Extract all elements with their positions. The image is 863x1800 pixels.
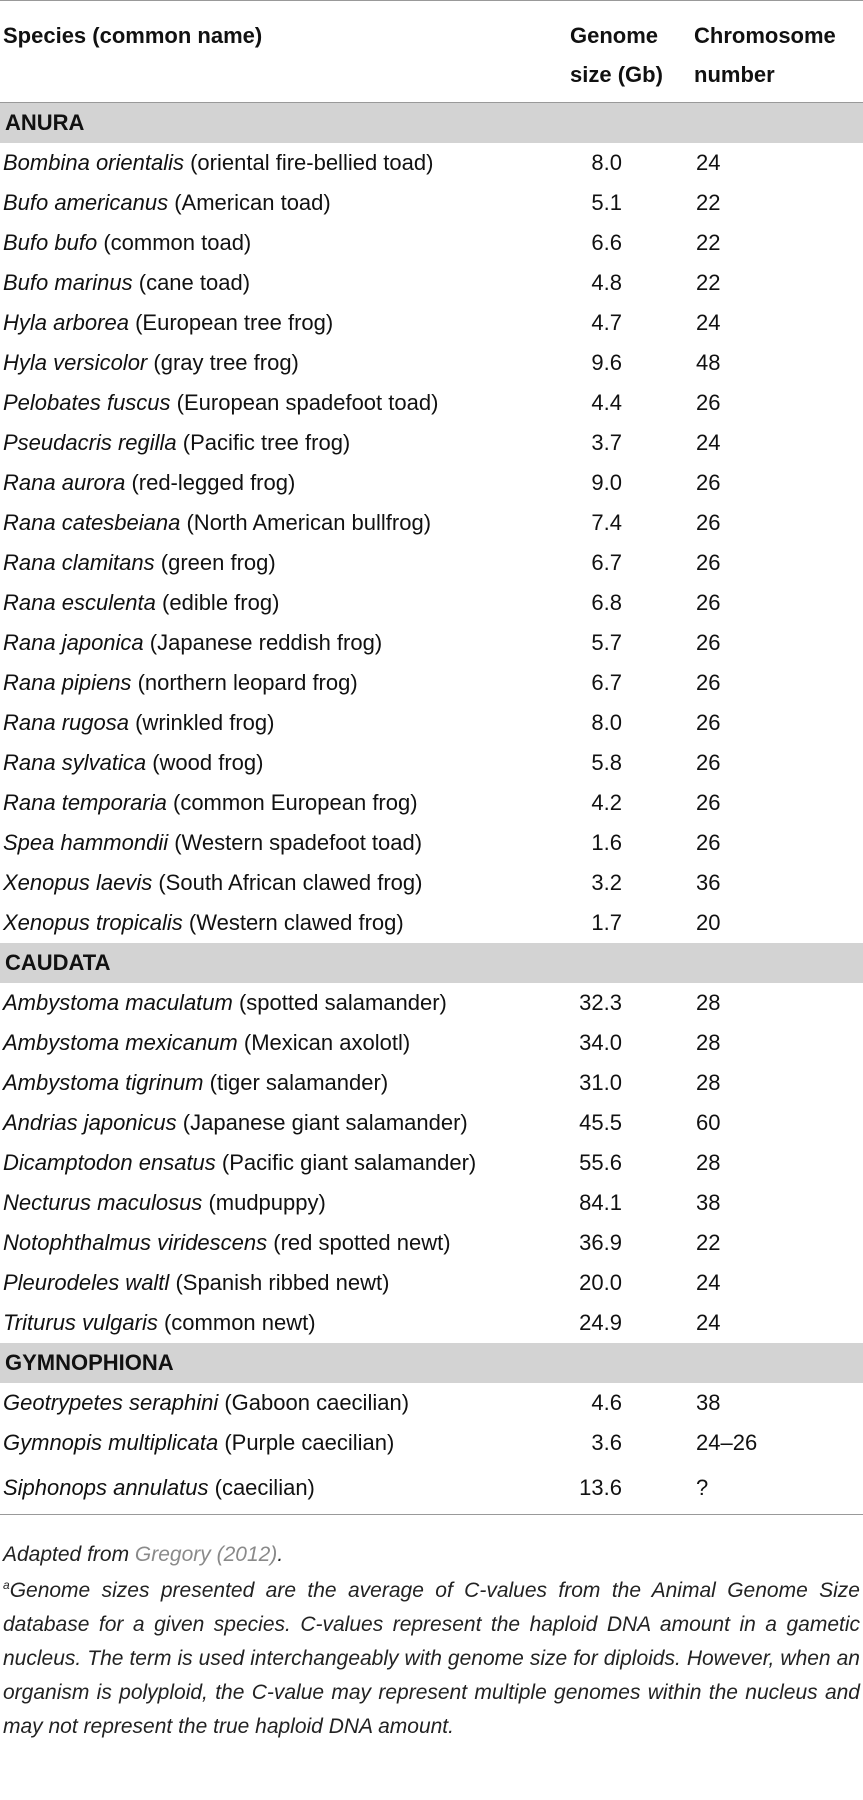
chromosome-number-cell: 26 <box>696 509 721 535</box>
common-name: (edible frog) <box>162 589 280 615</box>
species-cell <box>0 263 565 303</box>
common-name: (American toad) <box>174 189 331 215</box>
common-name: (tiger salamander) <box>209 1069 389 1095</box>
common-name: (Mexican axolotl) <box>243 1029 411 1055</box>
common-name: (common European frog) <box>173 789 418 815</box>
section-title: GYMNOPHIONA <box>0 1343 863 1383</box>
genome-size-cell: 4.2 <box>591 789 622 815</box>
scientific-name: Bufo marinus <box>3 269 133 295</box>
common-name: (Pacific giant salamander) <box>221 1149 477 1175</box>
scientific-name: Rana rugosa <box>3 709 129 735</box>
chromosome-number-cell: 26 <box>696 549 721 575</box>
species-cell <box>0 1463 565 1515</box>
common-name: (Spanish ribbed newt) <box>175 1269 390 1295</box>
genome-size-cell: 9.6 <box>591 349 622 375</box>
genome-size-cell: 1.6 <box>591 829 622 855</box>
species-cell <box>0 1223 565 1263</box>
genome-size-cell: 5.1 <box>591 189 622 215</box>
source-citation-link[interactable]: Gregory (2012) <box>134 1543 278 1566</box>
table-row <box>0 903 863 943</box>
scientific-name: Rana aurora <box>3 469 126 495</box>
table-body <box>0 103 863 1515</box>
table-row <box>0 383 863 423</box>
genome-size-cell: 6.7 <box>591 669 622 695</box>
table-row <box>0 863 863 903</box>
chromosome-number-cell: 36 <box>696 869 721 895</box>
genome-size-cell: 9.0 <box>591 469 622 495</box>
species-cell <box>0 423 565 463</box>
chromosome-number-cell: 26 <box>696 469 721 495</box>
table-row <box>0 1103 863 1143</box>
table-row <box>0 1223 863 1263</box>
scientific-name: Pseudacris regilla <box>3 429 177 455</box>
genome-size-cell: 6.6 <box>591 229 622 255</box>
common-name: (cane toad) <box>138 269 251 295</box>
genome-size-cell: 1.7 <box>591 909 622 935</box>
genome-size-cell: 3.2 <box>591 869 622 895</box>
common-name: (red-legged frog) <box>131 469 296 495</box>
genome-size-footnote <box>3 1574 860 1744</box>
common-name: (gray tree frog) <box>153 349 299 375</box>
table-row <box>0 543 863 583</box>
table-row <box>0 223 863 263</box>
section-title: ANURA <box>0 103 863 143</box>
species-cell <box>0 543 565 583</box>
species-cell <box>0 623 565 663</box>
table-row <box>0 1063 863 1103</box>
chromosome-number-cell: ? <box>688 1463 863 1515</box>
table-row <box>0 263 863 303</box>
chromosome-number-cell: 24 <box>696 309 721 335</box>
scientific-name: Rana sylvatica <box>3 749 147 775</box>
species-cell <box>0 503 565 543</box>
species-cell <box>0 1263 565 1303</box>
species-cell <box>0 183 565 223</box>
genome-size-cell: 8.0 <box>591 149 622 175</box>
chromosome-number-cell: 26 <box>696 749 721 775</box>
chromosome-number-cell: 38 <box>696 1389 721 1415</box>
genome-header-line1: Genome <box>570 23 659 48</box>
chromosome-number-cell: 26 <box>696 629 721 655</box>
source-prefix: Adapted from <box>3 1543 135 1566</box>
species-cell <box>0 663 565 703</box>
scientific-name: Spea hammondii <box>3 829 169 855</box>
chromosome-number-cell: 24 <box>696 1269 721 1295</box>
common-name: (Gaboon caecilian) <box>224 1389 410 1415</box>
species-cell <box>0 903 565 943</box>
footnote-text: Genome sizes presented are the average of C-values from the Animal Genome Size database for a given species. C-values represent the haploid DNA amount in a gametic nucleus. The term is used interchangeably with genome size for diploids. However, when an organism is polyploid, the C-value may represent multiple genomes within the nucleus and may not represent the true haploid DNA amount. <box>3 1579 860 1738</box>
scientific-name: Bombina orientalis <box>3 149 184 175</box>
common-name: (Pacific tree frog) <box>182 429 351 455</box>
scientific-name: Pleurodeles waltl <box>3 1269 170 1295</box>
scientific-name: Ambystoma mexicanum <box>3 1029 238 1055</box>
chromosome-number-cell: 28 <box>696 1029 721 1055</box>
chromosome-number-cell: 28 <box>696 1149 721 1175</box>
species-cell <box>0 303 565 343</box>
genome-size-cell: 8.0 <box>591 709 622 735</box>
scientific-name: Rana clamitans <box>3 549 155 575</box>
scientific-name: Xenopus tropicalis <box>3 909 183 935</box>
chromosome-number-cell: 26 <box>696 709 721 735</box>
table-row <box>0 783 863 823</box>
table-row <box>0 1303 863 1343</box>
table-row <box>0 1023 863 1063</box>
genome-size-cell: 55.6 <box>579 1149 622 1175</box>
genome-size-cell: 3.6 <box>591 1429 622 1455</box>
species-column-header: Species (common name) <box>0 1 565 103</box>
source-note <box>3 1538 860 1572</box>
chromosome-number-cell: 22 <box>696 229 721 255</box>
species-cell <box>0 743 565 783</box>
common-name: (European tree frog) <box>135 309 334 335</box>
genome-size-cell: 20.0 <box>579 1269 622 1295</box>
species-cell <box>0 983 565 1023</box>
table-row <box>0 1383 863 1423</box>
section-title: CAUDATA <box>0 943 863 983</box>
common-name: (Purple caecilian) <box>224 1429 395 1455</box>
common-name: (common newt) <box>163 1309 316 1335</box>
common-name: (Japanese reddish frog) <box>149 629 383 655</box>
table-row <box>0 623 863 663</box>
section-header-row <box>0 1343 863 1383</box>
species-cell <box>0 1303 565 1343</box>
section-header-row <box>0 103 863 143</box>
chromosome-number-cell: 26 <box>696 669 721 695</box>
table-row <box>0 1263 863 1303</box>
scientific-name: Rana esculenta <box>3 589 156 615</box>
scientific-name: Notophthalmus viridescens <box>3 1229 268 1255</box>
common-name: (mudpuppy) <box>208 1189 326 1215</box>
table-footnotes <box>3 1538 860 1744</box>
species-cell <box>0 583 565 623</box>
chromosome-number-cell: 24–26 <box>696 1429 758 1455</box>
table-row <box>0 343 863 383</box>
table-row <box>0 143 863 183</box>
table-row <box>0 1183 863 1223</box>
table-row <box>0 183 863 223</box>
scientific-name: Bufo bufo <box>3 229 98 255</box>
common-name: (caecilian) <box>214 1475 315 1501</box>
species-cell <box>0 863 565 903</box>
table-row <box>0 583 863 623</box>
chromosome-number-cell: 28 <box>696 1069 721 1095</box>
genome-size-cell: 4.4 <box>591 389 622 415</box>
scientific-name: Bufo americanus <box>3 189 169 215</box>
chromosome-column-header <box>688 1 863 103</box>
species-cell <box>0 143 565 183</box>
chromosome-number-cell: 26 <box>696 789 721 815</box>
common-name: (green frog) <box>160 549 276 575</box>
species-cell <box>0 1023 565 1063</box>
scientific-name: Ambystoma tigrinum <box>3 1069 204 1095</box>
common-name: (wrinkled frog) <box>135 709 275 735</box>
scientific-name: Ambystoma maculatum <box>3 989 233 1015</box>
species-cell <box>0 823 565 863</box>
species-cell <box>0 783 565 823</box>
chromosome-number-cell: 22 <box>696 189 721 215</box>
chromosome-number-cell: 60 <box>696 1109 721 1135</box>
table-row <box>0 663 863 703</box>
common-name: (spotted salamander) <box>238 989 447 1015</box>
chromosome-header-line1: Chromosome <box>694 23 836 48</box>
table-row <box>0 1143 863 1183</box>
genome-size-cell: 7.4 <box>591 509 622 535</box>
species-cell <box>0 1423 565 1463</box>
species-cell <box>0 1383 565 1423</box>
footnote-marker: a <box>3 1578 10 1592</box>
table-row <box>0 743 863 783</box>
genome-size-cell: 45.5 <box>579 1109 622 1135</box>
chromosome-number-cell: 24 <box>696 1309 721 1335</box>
common-name: (wood frog) <box>152 749 264 775</box>
genome-size-cell: 5.8 <box>591 749 622 775</box>
genome-size-cell: 31.0 <box>579 1069 622 1095</box>
scientific-name: Gymnopis multiplicata <box>3 1429 219 1455</box>
genome-size-cell: 4.7 <box>591 309 622 335</box>
chromosome-number-cell: 48 <box>696 349 721 375</box>
scientific-name: Necturus maculosus <box>3 1189 203 1215</box>
species-cell <box>0 1183 565 1223</box>
table-row <box>0 1463 863 1515</box>
table-header <box>0 1 863 103</box>
chromosome-number-cell: 26 <box>696 389 721 415</box>
scientific-name: Rana temporaria <box>3 789 167 815</box>
source-suffix: . <box>277 1543 284 1566</box>
section-header-row <box>0 943 863 983</box>
chromosome-number-cell: 24 <box>696 149 721 175</box>
table-row <box>0 503 863 543</box>
genome-size-cell: 4.6 <box>591 1389 622 1415</box>
scientific-name: Xenopus laevis <box>3 869 153 895</box>
chromosome-number-cell: 26 <box>696 829 721 855</box>
table-row <box>0 463 863 503</box>
common-name: (Japanese giant salamander) <box>182 1109 468 1135</box>
genome-size-cell: 6.8 <box>591 589 622 615</box>
genome-size-cell: 32.3 <box>579 989 622 1015</box>
common-name: (North American bullfrog) <box>186 509 432 535</box>
scientific-name: Rana japonica <box>3 629 144 655</box>
scientific-name: Pelobates fuscus <box>3 389 171 415</box>
species-cell <box>0 1063 565 1103</box>
species-cell <box>0 343 565 383</box>
genome-size-cell: 4.8 <box>591 269 622 295</box>
chromosome-number-cell: 24 <box>696 429 721 455</box>
header-row <box>0 1 863 103</box>
common-name: (South African clawed frog) <box>158 869 423 895</box>
table-row <box>0 303 863 343</box>
genome-size-cell: 84.1 <box>579 1189 622 1215</box>
scientific-name: Siphonops annulatus <box>3 1475 209 1501</box>
species-cell <box>0 1143 565 1183</box>
scientific-name: Rana pipiens <box>3 669 132 695</box>
genome-header-line2: size (Gb) <box>570 62 663 87</box>
species-cell <box>0 463 565 503</box>
scientific-name: Dicamptodon ensatus <box>3 1149 216 1175</box>
genome-size-cell: 5.7 <box>591 629 622 655</box>
genome-size-cell: 34.0 <box>579 1029 622 1055</box>
scientific-name: Rana catesbeiana <box>3 509 181 535</box>
common-name: (Western spadefoot toad) <box>174 829 423 855</box>
common-name: (European spadefoot toad) <box>176 389 439 415</box>
scientific-name: Hyla versicolor <box>3 349 148 375</box>
common-name: (Western clawed frog) <box>188 909 404 935</box>
chromosome-number-cell: 28 <box>696 989 721 1015</box>
chromosome-number-cell: 26 <box>696 589 721 615</box>
common-name: (oriental fire-bellied toad) <box>190 149 434 175</box>
species-cell <box>0 703 565 743</box>
species-cell <box>0 223 565 263</box>
chromosome-number-cell: 38 <box>696 1189 721 1215</box>
chromosome-number-cell: 20 <box>696 909 721 935</box>
table-row <box>0 703 863 743</box>
genome-size-cell: 36.9 <box>579 1229 622 1255</box>
scientific-name: Hyla arborea <box>3 309 129 335</box>
common-name: (common toad) <box>103 229 252 255</box>
genome-size-cell: 24.9 <box>579 1309 622 1335</box>
common-name: (northern leopard frog) <box>137 669 358 695</box>
genome-size-cell: 6.7 <box>591 549 622 575</box>
chromosome-number-cell: 22 <box>696 269 721 295</box>
table-row <box>0 1423 863 1463</box>
genome-size-column-header <box>565 1 688 103</box>
chromosome-number-cell: 22 <box>696 1229 721 1255</box>
genome-size-cell: 13.6 <box>565 1463 688 1515</box>
species-cell <box>0 1103 565 1143</box>
table-row <box>0 983 863 1023</box>
scientific-name: Geotrypetes seraphini <box>3 1389 219 1415</box>
scientific-name: Triturus vulgaris <box>3 1309 158 1335</box>
genome-size-cell: 3.7 <box>591 429 622 455</box>
table-row <box>0 823 863 863</box>
common-name: (red spotted newt) <box>273 1229 451 1255</box>
table-row <box>0 423 863 463</box>
species-cell <box>0 383 565 423</box>
chromosome-header-line2: number <box>694 62 775 87</box>
scientific-name: Andrias japonicus <box>3 1109 177 1135</box>
